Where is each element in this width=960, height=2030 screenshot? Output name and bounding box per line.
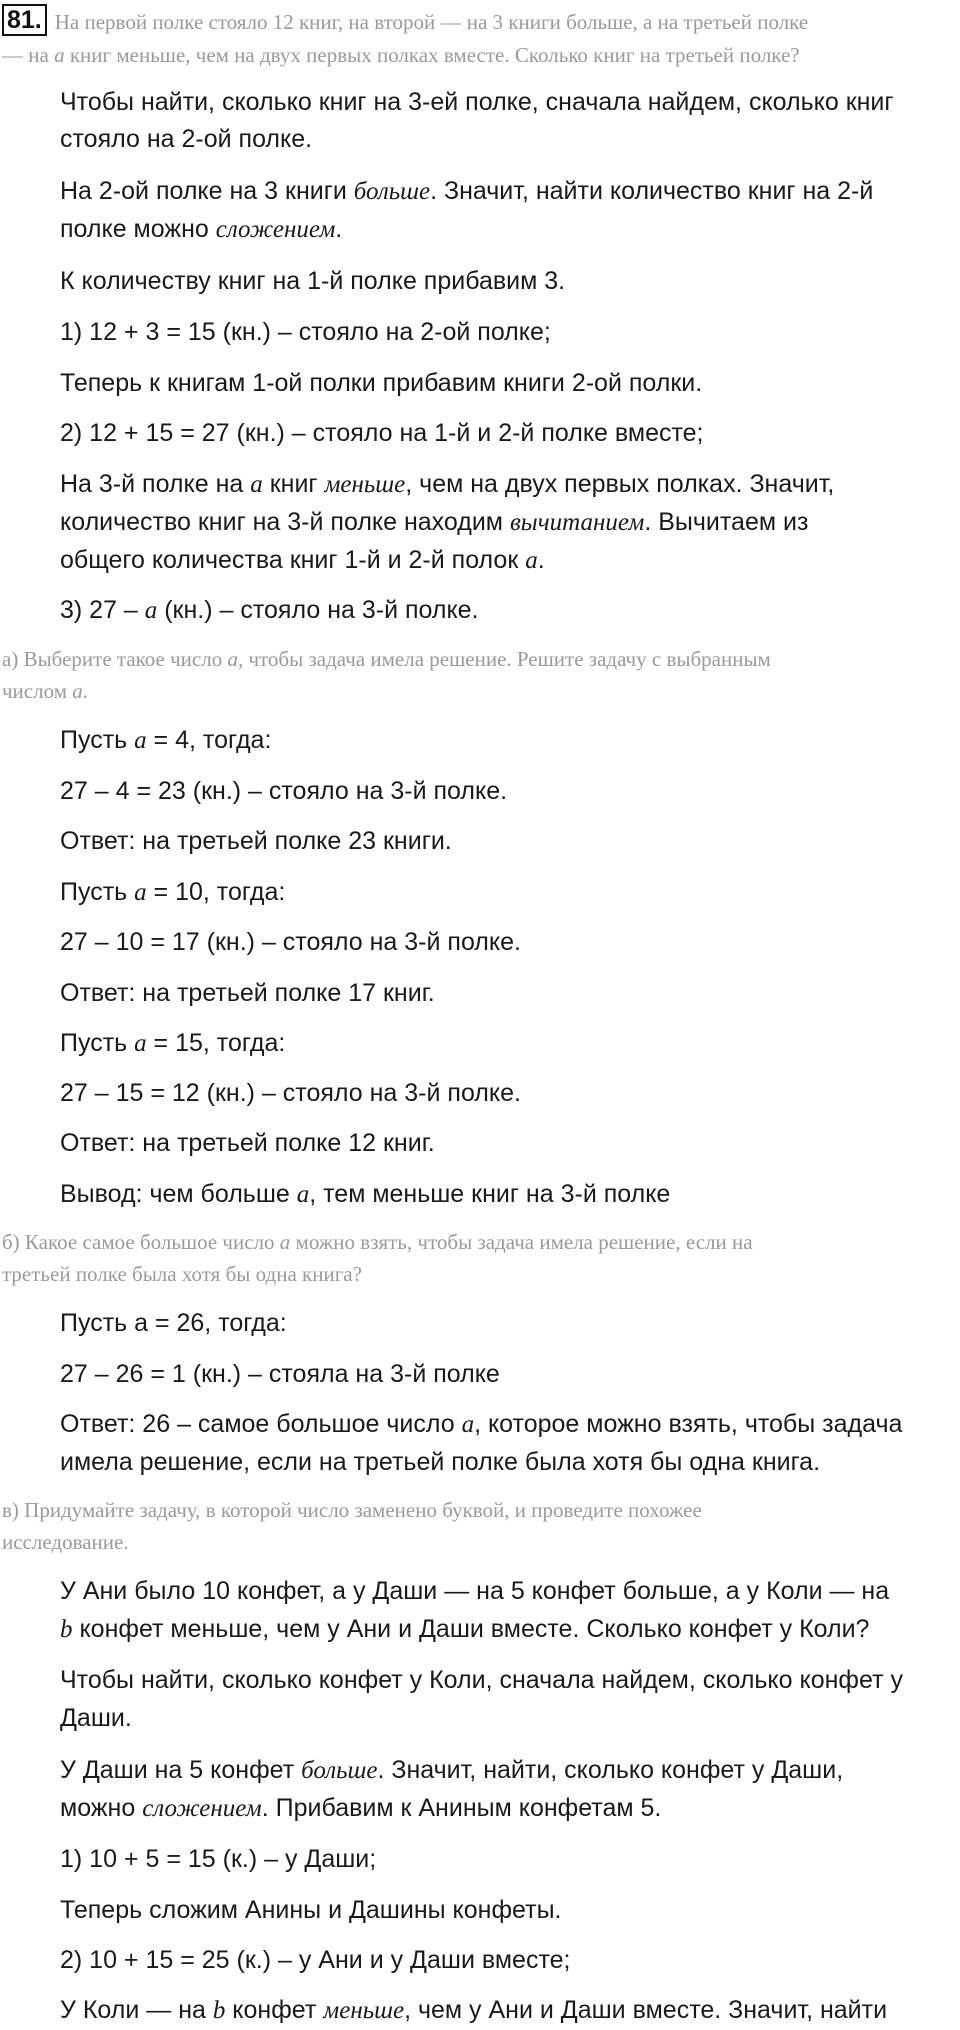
italic-term: a [250, 471, 263, 498]
text-run: числом [2, 679, 73, 703]
part-c-answer-line [60, 1699, 132, 1737]
part-c-question [2, 1494, 702, 1527]
italic-term: меньше [323, 1997, 405, 2024]
text-run: 27 – 10 = 17 (кн.) – стояло на 3-й полке. [60, 928, 521, 956]
part-c-answer-line [60, 1891, 562, 1929]
text-run: , тем меньше книг на 3-й полке [309, 1180, 671, 1208]
part-a-answer-line [60, 974, 435, 1012]
text-run: . Значит, найти, сколько конфет у Даши, [377, 1756, 844, 1784]
text-run: 1) 12 + 3 = 15 (кн.) – стояло на 2-ой полке; [60, 318, 551, 346]
text-run: 1) 10 + 5 = 15 (к.) – у Даши; [60, 1845, 377, 1873]
solution-step [60, 591, 479, 630]
italic-term: меньше [324, 471, 406, 498]
italic-term: a [134, 1030, 147, 1057]
part-a-conclusion [60, 1175, 670, 1214]
text-run: У Ани было 10 конфет, а у Даши — на 5 конфет больше, а у Коли — на [60, 1577, 890, 1605]
part-a-answer-line [60, 822, 452, 860]
part-c-answer-line [60, 1840, 376, 1878]
text-run: 2) 12 + 15 = 27 (кн.) – стояло на 1-й и 2-й полке вместе; [60, 419, 704, 447]
text-run: 27 – 4 = 23 (кн.) – стояло на 3-й полке. [60, 777, 508, 805]
italic-term: a [72, 679, 83, 703]
text-run: конфет меньше, чем у Ани и Даши вместе. Сколько конфет у Коли? [72, 1615, 870, 1643]
part-c-answer-line [60, 1991, 887, 2030]
text-run: . Прибавим к Аниным конфетам 5. [261, 1794, 662, 1822]
text-run: можно [60, 1794, 143, 1822]
italic-term: сложением [215, 216, 336, 243]
text-run: б) Какое самое большое число [2, 1230, 280, 1254]
part-a-answer-line [60, 873, 285, 912]
part-c-answer-line [60, 1610, 869, 1649]
text-run: Даши. [60, 1704, 132, 1732]
text-run: . [537, 546, 545, 574]
text-run: Пусть [60, 878, 135, 906]
part-c-answer-line [60, 1789, 661, 1828]
text-run: К количеству книг на 1-й полке прибавим 3. [60, 267, 566, 295]
text-run: стояло на 2-ой полке. [60, 125, 313, 153]
text-run: Теперь сложим Анины и Дашины конфеты. [60, 1896, 562, 1924]
solution-line [60, 465, 834, 504]
part-b-question [2, 1226, 753, 1259]
text-run: 3) 27 – [60, 596, 145, 624]
part-a-answer-line [60, 1024, 285, 1063]
part-a-answer-line [60, 772, 507, 810]
solution-line [60, 120, 312, 158]
part-a-answer-line [60, 1124, 435, 1162]
solution-line [60, 262, 565, 300]
text-run: . [82, 679, 88, 703]
text-run: Ответ: на третьей полке 17 книг. [60, 979, 435, 1007]
text-run: Ответ: на третьей полке 23 книги. [60, 827, 452, 855]
solution-line [60, 364, 702, 402]
text-run: количество книг на 3-й полке находим [60, 508, 510, 536]
text-run: = 4, тогда: [146, 726, 272, 754]
text-run: , чем у Ани и Даши вместе. Значит, найти [404, 1996, 888, 2024]
italic-term: b [212, 1997, 226, 2024]
part-c-answer-line [60, 1572, 889, 1610]
text-run: . Значит, найти количество книг на 2-й [430, 177, 874, 205]
text-run: третьей полке была хотя бы одна книга? [2, 1262, 362, 1286]
part-a-question [2, 675, 88, 708]
text-run: Пусть а = 26, тогда: [60, 1309, 287, 1337]
italic-term: a, [227, 647, 244, 671]
text-run: . [335, 215, 343, 243]
text-run: Пусть [60, 1029, 135, 1057]
part-b-answer-line [60, 1304, 287, 1342]
italic-term: сложением [142, 1795, 262, 1822]
text-run: исследование. [2, 1530, 129, 1554]
text-run: (кн.) – стояло на 3-й полке. [157, 596, 479, 624]
italic-term: a [134, 879, 147, 906]
text-run: книг [262, 470, 325, 498]
part-a-answer-line [60, 923, 521, 961]
text-run: Чтобы найти, сколько конфет у Коли, сначала найдем, сколько конфет у [60, 1666, 903, 1694]
part-b-answer-line [60, 1355, 500, 1393]
part-a-answer-line [60, 721, 271, 760]
problem-statement-line-2 [2, 39, 800, 72]
part-c-answer-line [60, 1661, 903, 1699]
italic-term: вычитанием [509, 509, 645, 536]
text-run: можно взять, чтобы задача имела решение, если на [290, 1230, 753, 1254]
part-c-answer-line [60, 1941, 570, 1979]
text-run: , чем на двух первых полках. Значит, [405, 470, 835, 498]
italic-term: a [296, 1181, 310, 1208]
italic-term: a [525, 547, 538, 574]
problem-statement-line-1 [2, 4, 808, 39]
text-run: = 15, тогда: [146, 1029, 286, 1057]
part-a-question [2, 643, 771, 676]
text-run: 27 – 26 = 1 (кн.) – стояла на 3-й полке [60, 1360, 500, 1388]
text-run: в) Придумайте задачу, в которой число заменено буквой, и проведите похожее [2, 1498, 702, 1522]
text-run: чтобы задача имела решение. Решите задачу с выбранным [243, 647, 771, 671]
italic-term: a [144, 597, 158, 624]
text-run: а) Выберите такое число [2, 647, 228, 671]
text-run: На первой полке стояло 12 книг, на второй — на 3 книги больше, а на третьей полке [54, 10, 809, 34]
solution-step [60, 414, 704, 452]
italic-term: больше [301, 1757, 378, 1784]
part-b-question [2, 1258, 362, 1291]
solution-step [60, 313, 551, 351]
text-run: У Коли — на [60, 1996, 213, 2024]
italic-term: a [279, 1230, 291, 1254]
text-run: . Вычитаем из [644, 508, 809, 536]
text-run: Вывод: чем больше [60, 1180, 297, 1208]
text-run: полке можно [60, 215, 216, 243]
problem-number: 81. [2, 4, 47, 36]
italic-term: больше [353, 178, 431, 205]
text-run: = 10, тогда: [146, 878, 286, 906]
italic-term: a [54, 43, 65, 67]
text-run: Теперь к книгам 1-ой полки прибавим книги 2-ой полки. [60, 369, 703, 397]
italic-term: a [134, 727, 147, 754]
part-a-answer-line [60, 1074, 521, 1112]
italic-term: a [461, 1411, 475, 1438]
text-run: Чтобы найти, сколько книг на 3-ей полке, сначала найдем, сколько книг [60, 88, 894, 116]
text-run: общего количества книг 1-й и 2-й полок [60, 546, 526, 574]
solution-line [60, 503, 808, 542]
solution-line [60, 541, 545, 580]
text-run: книг меньше, чем на двух первых полках вместе. Сколько книг на третьей полке? [64, 43, 800, 67]
text-run: имела решение, если на третьей полке была хотя бы одна книга. [60, 1448, 821, 1476]
text-run: Ответ: 26 – самое большое число [60, 1410, 462, 1438]
text-run: — на [2, 43, 55, 67]
text-run: 2) 10 + 15 = 25 (к.) – у Ани и у Даши вместе; [60, 1946, 571, 1974]
part-b-answer-line [60, 1405, 902, 1444]
part-c-answer-line [60, 1751, 843, 1790]
problem-statement-text [55, 10, 808, 34]
text-run: Пусть [60, 726, 135, 754]
text-run: У Даши на 5 конфет [60, 1756, 302, 1784]
text-run: Ответ: на третьей полке 12 книг. [60, 1129, 435, 1157]
part-c-question [2, 1526, 129, 1559]
text-run: , которое можно взять, чтобы задача [474, 1410, 903, 1438]
italic-term: b [60, 1616, 73, 1643]
solution-line [60, 210, 342, 249]
part-b-answer-line [60, 1443, 820, 1481]
solution-line [60, 83, 894, 121]
text-run: На 2-ой полке на 3 книги [60, 177, 354, 205]
solution-line [60, 172, 873, 211]
text-run: конфет [225, 1996, 324, 2024]
text-run: На 3-й полке на [60, 470, 251, 498]
text-run: 27 – 15 = 12 (кн.) – стояло на 3-й полке. [60, 1079, 521, 1107]
